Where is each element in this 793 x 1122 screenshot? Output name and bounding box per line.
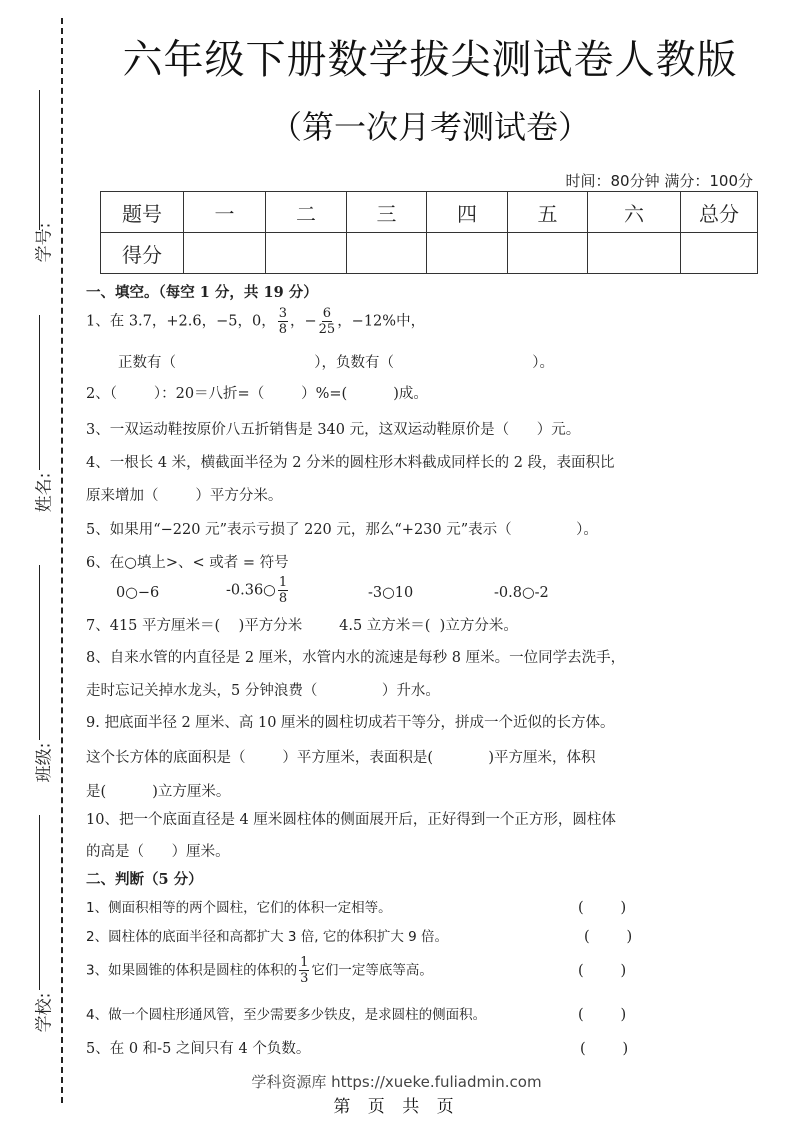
question-9-line2: 这个长方体的底面积是（ ）平方厘米，表面积是( )平方厘米，体积 bbox=[86, 750, 596, 766]
q1-text: ，− bbox=[289, 313, 317, 330]
page-title: 六年级下册数学拔尖测试卷人教版 bbox=[122, 37, 738, 83]
table-cell: 总分 bbox=[681, 192, 758, 233]
q6-item bbox=[226, 575, 290, 606]
answer-paren[interactable]: ( ) bbox=[580, 1041, 629, 1057]
score-cell[interactable] bbox=[266, 233, 347, 274]
question-5: 5、如果用“−220 元”表示亏损了 220 元，那么“+230 元”表示（ ）。 bbox=[86, 522, 598, 538]
question-6: 6、在○填上>、< 或者 = 符号 bbox=[86, 555, 289, 571]
table-cell: 六 bbox=[588, 192, 681, 233]
exam-meta: 时间：80分钟 满分：100分 bbox=[565, 172, 753, 190]
table-row bbox=[101, 233, 758, 274]
watermark: 学科资源库 https://xueke.fuliadmin.com bbox=[251, 1073, 542, 1091]
question-1 bbox=[86, 306, 425, 337]
question-10-line2: 的高是（ ）厘米。 bbox=[86, 844, 230, 860]
page-subtitle: （第一次月考测试卷） bbox=[269, 108, 590, 146]
table-row bbox=[101, 192, 758, 233]
q6-item: 0○−6 bbox=[116, 585, 160, 601]
score-cell[interactable] bbox=[681, 233, 758, 274]
student-id-label: 学号: bbox=[34, 222, 55, 263]
judge-2: 2、圆柱体的底面半径和高都扩大 3 倍, 它的体积扩大 9 倍。 bbox=[86, 929, 449, 945]
question-9: 9. 把底面半径 2 厘米、高 10 厘米的圆柱切成若干等分，拼成一个近似的长方体。 bbox=[86, 715, 615, 731]
name-label: 姓名: bbox=[34, 472, 55, 513]
class-label: 班级: bbox=[34, 742, 55, 783]
q1-text: 1、在 3.7，+2.6，−5，0， bbox=[86, 313, 276, 330]
judge-3-text: 它们一定等底等高。 bbox=[311, 962, 433, 979]
numerator: 1 bbox=[278, 575, 288, 590]
judge-4: 4、做一个圆柱形通风管，至少需要多少铁皮，是求圆柱的侧面积。 bbox=[86, 1007, 487, 1023]
answer-paren[interactable]: ( ) bbox=[578, 900, 627, 916]
numerator: 3 bbox=[278, 306, 287, 321]
question-2: 2、（ ）：20＝八折=（ ）%=( )成。 bbox=[86, 386, 428, 402]
score-cell[interactable] bbox=[184, 233, 266, 274]
school-line bbox=[39, 815, 40, 990]
table-cell: 三 bbox=[347, 192, 427, 233]
question-8-line2: 走时忘记关掉水龙头，5 分钟浪费（ ）升水。 bbox=[86, 683, 440, 699]
q6-item-text: -0.36○ bbox=[226, 582, 276, 599]
fraction bbox=[278, 306, 288, 337]
section2-heading: 二、判断（5 分） bbox=[86, 871, 203, 888]
q1-text: ，−12%中， bbox=[337, 313, 426, 330]
table-cell: 得分 bbox=[101, 233, 184, 274]
question-4-line2: 原来增加（ ）平方分米。 bbox=[86, 488, 283, 504]
answer-paren[interactable]: ( ) bbox=[578, 1007, 627, 1023]
judge-5: 5、在 0 和-5 之间只有 4 个负数。 bbox=[86, 1041, 311, 1057]
section1-heading: 一、填空。（每空 1 分，共 19 分） bbox=[86, 284, 318, 301]
question-4: 4、一根长 4 米，横截面半径为 2 分米的圆柱形木料截成同样长的 2 段，表面积比 bbox=[86, 455, 615, 471]
numerator: 6 bbox=[322, 306, 332, 321]
fraction bbox=[319, 306, 336, 337]
score-cell[interactable] bbox=[347, 233, 427, 274]
question-1-line2: 正数有（ ），负数有（ ）。 bbox=[118, 355, 555, 371]
fraction bbox=[299, 955, 309, 986]
question-7: 7、415 平方厘米＝( )平方分米 4.5 立方米＝( )立方分米。 bbox=[86, 618, 518, 634]
table-cell: 一 bbox=[184, 192, 266, 233]
denominator: 3 bbox=[300, 971, 309, 986]
table-cell: 二 bbox=[266, 192, 347, 233]
denominator: 8 bbox=[278, 591, 288, 606]
binding-dashed-line bbox=[61, 18, 63, 1103]
denominator: 8 bbox=[278, 322, 287, 337]
class-line bbox=[39, 565, 40, 740]
q6-item: -0.8○-2 bbox=[494, 585, 549, 601]
question-10: 10、把一个底面直径是 4 厘米圆柱体的侧面展开后，正好得到一个正方形，圆柱体 bbox=[86, 812, 616, 828]
score-table bbox=[100, 191, 758, 274]
score-cell[interactable] bbox=[588, 233, 681, 274]
score-cell[interactable] bbox=[508, 233, 588, 274]
question-3: 3、一双运动鞋按原价八五折销售是 340 元，这双运动鞋原价是（ ）元。 bbox=[86, 422, 581, 438]
judge-3 bbox=[86, 955, 433, 986]
score-cell[interactable] bbox=[427, 233, 508, 274]
page-number: 第 页 共 页 bbox=[333, 1097, 460, 1117]
question-8: 8、自来水管的内直径是 2 厘米，水管内水的流速是每秒 8 厘米。一位同学去洗手， bbox=[86, 650, 626, 666]
denominator: 25 bbox=[318, 322, 336, 337]
numerator: 1 bbox=[300, 955, 309, 970]
name-line bbox=[39, 315, 40, 470]
judge-1: 1、侧面积相等的两个圆柱，它们的体积一定相等。 bbox=[86, 900, 392, 916]
answer-paren[interactable]: ( ) bbox=[584, 929, 633, 945]
table-cell: 四 bbox=[427, 192, 508, 233]
school-label: 学校: bbox=[34, 992, 55, 1033]
table-cell: 五 bbox=[508, 192, 588, 233]
q6-item: -3○10 bbox=[368, 585, 414, 601]
answer-paren[interactable]: ( ) bbox=[578, 963, 627, 979]
fraction bbox=[278, 575, 288, 606]
table-cell: 题号 bbox=[101, 192, 184, 233]
judge-3-text: 3、如果圆锥的体积是圆柱的体积的 bbox=[86, 962, 298, 979]
question-9-line3: 是( )立方厘米。 bbox=[86, 784, 231, 800]
